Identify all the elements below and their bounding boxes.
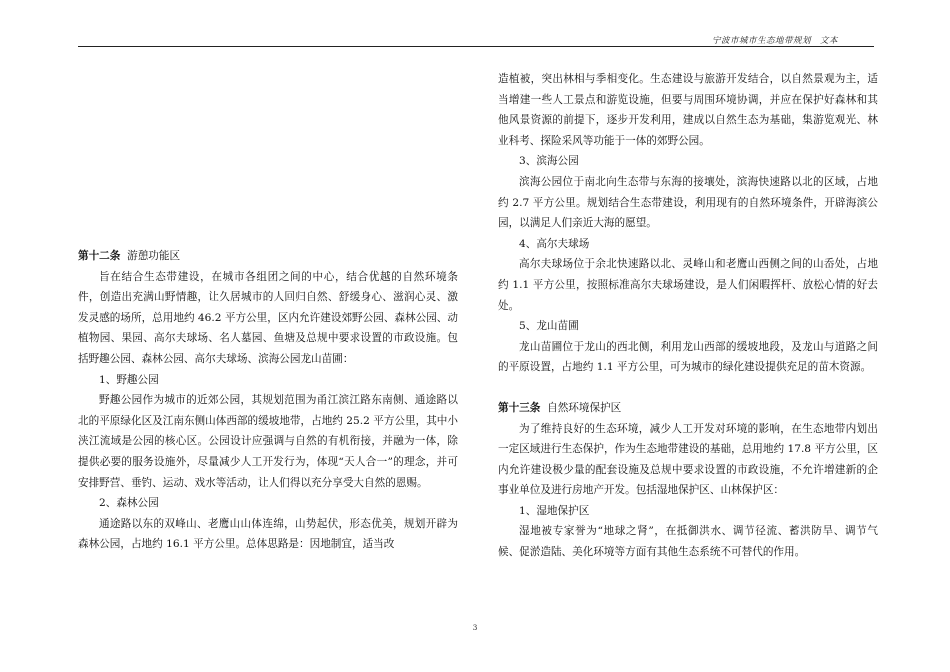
section-5-title: 5、龙山苗圃 <box>519 320 579 333</box>
page-number: 3 <box>472 623 478 632</box>
left-column <box>78 0 458 555</box>
article-12-title: 游憩功能区 <box>127 250 181 262</box>
section-4-paragraph: 高尔夫球场位于余北快速路以北、灵峰山和老鹰山西侧之间的山岙处，占地约 1.1 平方公里，按照标准高尔夫球场建设，是人们闲暇挥杆、放松心情的好去处。 <box>498 258 878 312</box>
document-header-title: 宁波市城市生态地带规划 文本 <box>711 36 838 46</box>
article-13-heading <box>498 398 878 419</box>
section-2-paragraph-continued: 造植被，突出林相与季相变化。生态建设与旅游开发结合，以自然景观为主，适当增建一些人工景点和游览设施，但要与周围环境协调，并应在保护好森林和其他风景资源的前提下，逐步开发利用，建成以自然生态为基础，集游览观光、林业科考、探险采风等功能于一体的郊野公园。 <box>498 73 878 147</box>
section-3-paragraph: 滨海公园位于南北向生态带与东海的接壤处，滨海快速路以北的区域，占地约 2.7 平方公里。规划结合生态带建设，利用现有的自然环境条件，开辟海滨公园，以满足人们亲近大海的愿望。 <box>498 175 878 230</box>
section-3-title: 3、滨海公园 <box>519 155 579 168</box>
article-13-paragraph: 为了维持良好的生态环境，减少人工开发对环境的影响，在生态地带内划出一定区域进行生态保护，作为生态地带建设的基础，总用地约 17.8 平方公里，区内允许建设极少量的配套设施及总规中要求设置的市政设施，不允许增建新的企事业单位及进行房地产开发。包括湿地保护区、山林保护区： <box>498 422 878 497</box>
section-2-title: 2、森林公园 <box>99 497 159 510</box>
section-1-title: 1、野趣公园 <box>99 373 159 386</box>
right-column <box>498 0 878 563</box>
wetland-section-paragraph: 湿地被专家誉为“地球之肾”，在抵御洪水、调节径流、蓄洪防旱、调节气候、促淤造陆、美化环境等方面有其他生态系统不可替代的作用。 <box>498 525 878 559</box>
wetland-section-title: 1、湿地保护区 <box>519 504 590 517</box>
section-1-paragraph: 野趣公园作为城市的近郊公园，其规划范围为甬江滨江路东南侧、通途路以北的平原绿化区及江南东侧山体西部的缓坡地带，占地约 25.2 平方公里，其中小浃江流域是公园的核心区。公园设计应强调与自然的有机衔接，并融为一体，除提供必要的服务设施外，尽量减少人工开发行为，体现“天人合一”的理念，并可安排野营、垂钓、运动、戏水等活动，让人们得以充分享受大自然的恩赐。 <box>78 394 458 489</box>
article-13-number: 第十三条 <box>498 401 541 414</box>
section-2-paragraph: 通途路以东的双峰山、老鹰山山体连绵，山势起伏，形态优美，规划开辟为森林公园，占地约 16.1 平方公里。总体思路是：因地制宜，适当改 <box>78 517 458 551</box>
article-13-title: 自然环境保护区 <box>547 401 622 414</box>
section-4-title: 4、高尔夫球场 <box>519 237 590 250</box>
article-12-heading <box>78 246 458 267</box>
article-12-paragraph: 旨在结合生态带建设，在城市各组团之间的中心，结合优越的自然环境条件，创造出充满山野情趣，让久居城市的人回归自然、舒缓身心、滋润心灵、激发灵感的场所，总用地约 46.2 平方公里，区内允许建设郊野公园、森林公园、动植物园、果园、高尔夫球场、名人墓园、鱼塘及总规中要求设置的市政设施。包括野趣公园、森林公园、高尔夫球场、滨海公园龙山苗圃： <box>78 270 458 365</box>
article-12-number: 第十二条 <box>78 250 121 262</box>
section-5-paragraph: 龙山苗圃位于龙山的西北侧，利用龙山西部的缓坡地段，及龙山与道路之间的平原设置，占地约 1.1 平方公里，可为城市的绿化建设提供充足的苗木资源。 <box>498 340 878 374</box>
